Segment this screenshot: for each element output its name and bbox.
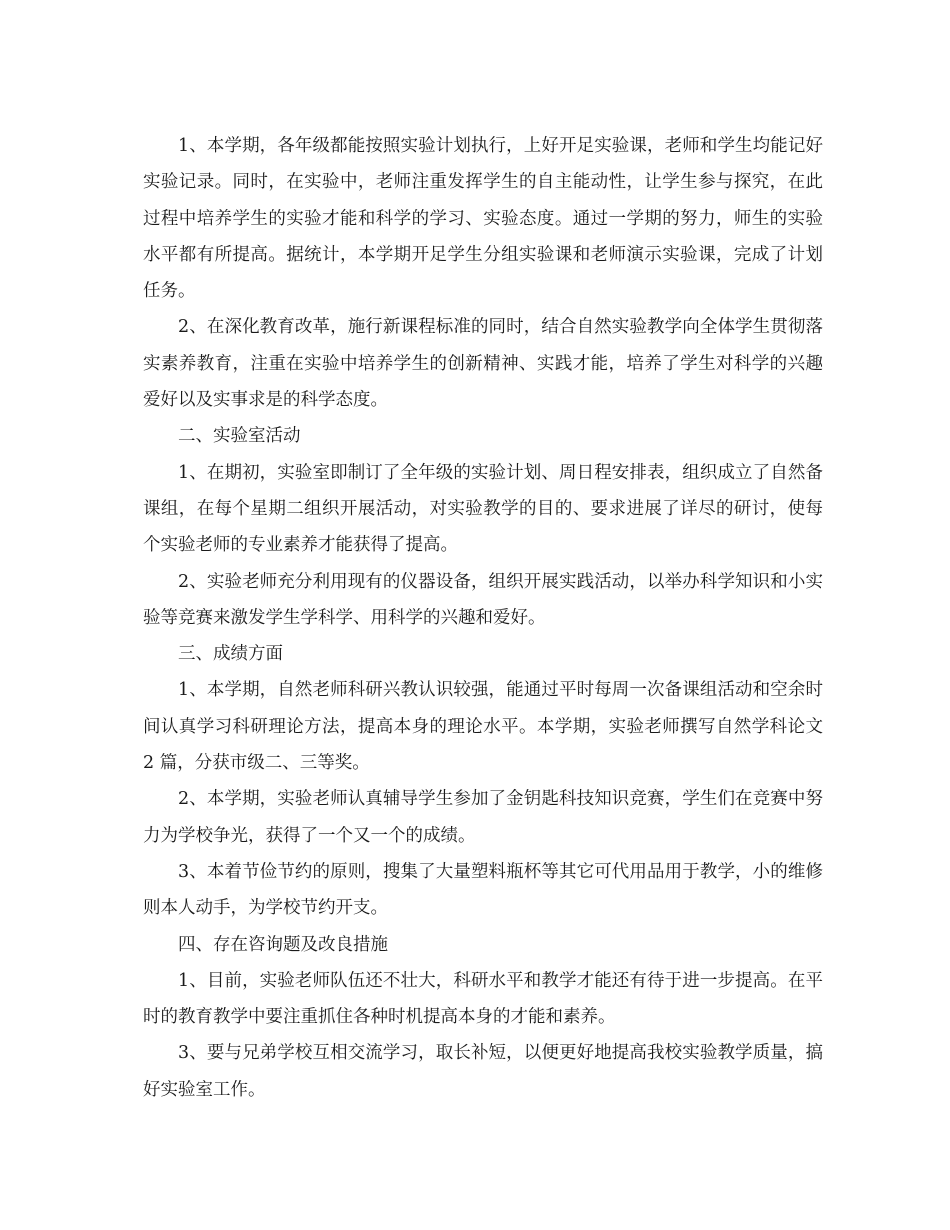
paragraph-research-awareness: 1、本学期，自然老师科研兴教认识较强，能通过平时每周一次备课组活动和空余时间认真学习科研理论方法，提高本身的理论水平。本学期，实验老师撰写自然学科论文 2 篇，分获市级二、三等奖。	[143, 680, 823, 774]
section-heading-lab-activities: 二、实验室活动	[178, 426, 301, 447]
paragraph-competition: 2、本学期，实验老师认真辅导学生参加了金钥匙科技知识竞赛，学生们在竞赛中努力为学校争光，获得了一个又一个的成绩。	[143, 789, 823, 846]
paragraph-equipment-use: 2、实验老师充分利用现有的仪器设备，组织开展实践活动，以举办科学知识和小实验等竞赛来激发学生学科学、用科学的兴趣和爱好。	[143, 571, 823, 628]
paragraph-team-improvement: 1、目前，实验老师队伍还不壮大，科研水平和教学才能还有待于进一步提高。在平时的教育教学中要注重抓住各种时机提高本身的才能和素养。	[143, 970, 823, 1028]
section-heading-achievements: 三、成绩方面	[178, 644, 283, 665]
paragraph-saving: 3、本着节俭节约的原则，搜集了大量塑料瓶杯等其它可代用品用于教学，小的维修则本人动手，为学校节约开支。	[143, 861, 823, 919]
paragraph-exchange-learning: 3、要与兄弟学校互相交流学习，取长补短，以便更好地提高我校实验教学质量，搞好实验室工作。	[143, 1043, 823, 1100]
paragraph-education-reform: 2、在深化教育改革，施行新课程标准的同时，结合自然实验教学向全体学生贯彻落实素养教育，注重在实验中培养学生的创新精神、实践才能，培养了学生对科学的兴趣爱好以及实事求是的科学态度。	[143, 317, 823, 411]
paragraph-plan-execution: 1、本学期，各年级都能按照实验计划执行，上好开足实验课，老师和学生均能记好实验记录。同时，在实验中，老师注重发挥学生的自主能动性，让学生参与探究，在此过程中培养学生的实验才能和科学的学习、实验态度。通过一学期的努力，师生的实验水平都有所提高。据统计，本学期开足学生分组实验课和老师演示实验课，完成了计划任务。	[143, 136, 823, 302]
section-heading-problems: 四、存在咨询题及改良措施	[178, 934, 388, 955]
paragraph-lab-plan: 1、在期初，实验室即制订了全年级的实验计划、周日程安排表，组织成立了自然备课组，在每个星期二组织开展活动，对实验教学的目的、要求进展了详尽的研讨，使每个实验老师的专业素养才能获得了提高。	[143, 462, 823, 556]
document-page	[143, 128, 823, 1108]
